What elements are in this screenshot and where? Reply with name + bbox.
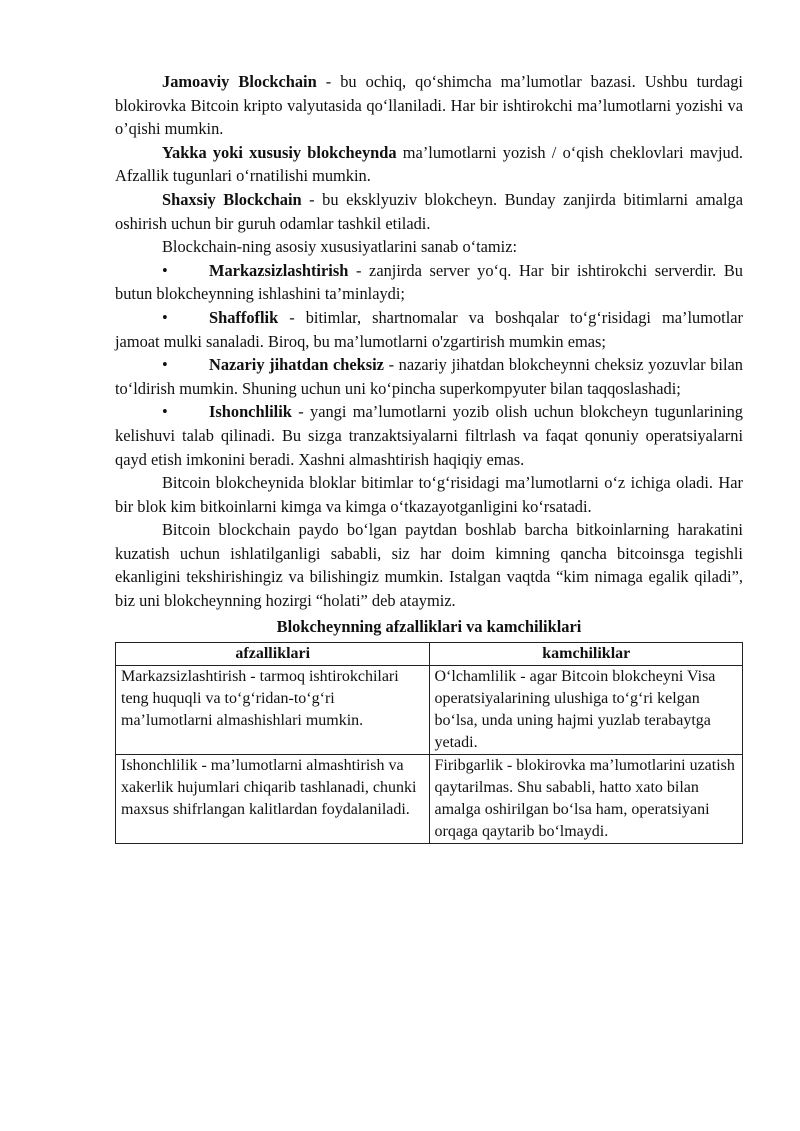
bullet-item-ishonchlilik <box>115 400 743 471</box>
paragraph-xususiy-blokcheyn <box>115 141 743 188</box>
bullet-item-markazsizlashtirish <box>115 259 743 306</box>
bullet-marker: • <box>162 307 168 327</box>
table-row <box>116 755 743 844</box>
bullet-text: - yangi ma’lumotlarni yozib olish uchun blokcheyn tugunlarining kelishuvi talab qilinadi. Bu sizga tranzaktsiyalarni filtrlash va faqat qonuniy operatsiyalarni qayd etish imkonini beradi. Xashni almashtirish haqiqiy emas. <box>115 402 743 469</box>
bullet-term: Markazsizlashtirish <box>209 260 349 280</box>
table-header-row <box>116 643 743 666</box>
bullet-text: - zanjirda server yo‘q. Har bir ishtirokchi serverdir. Bu butun blokcheynning ishlashini ta’minlaydi; <box>115 260 743 304</box>
term-shaxsiy-blockchain: Shaxsiy Blockchain <box>162 189 302 209</box>
bullet-term: Shaffoflik <box>209 307 279 327</box>
paragraph-bitcoin-state: Bitcoin blockchain paydo bo‘lgan paytdan boshlab barcha bitkoinlarning harakatini kuzatish uchun ishlatilganligi sababli, siz har doim kimning qancha bitcoinsga tegishli ekanligini tekshirishingiz va bilishingiz mumkin. Istalgan vaqtda “kim nimaga egalik qiladi”, biz uni blokcheynning hozirgi “holati” deb ataymiz. <box>115 520 743 611</box>
paragraph-text: ma’lumotlarni yozish / o‘qish cheklovlari mavjud. Afzallik tugunlari o‘rnatilishi mumkin. <box>115 142 743 186</box>
pros-cons-table <box>115 642 743 844</box>
table-row <box>116 666 743 755</box>
bullet-text: - bitimlar, shartnomalar va boshqalar to‘g‘risidagi ma’lumotlar jamoat mulki sanaladi. Biroq, bu ma’lumotlarni o'zgartirish mumkin emas; <box>115 307 743 351</box>
header-pros: afzalliklari <box>116 643 430 666</box>
paragraph-shaxsiy-blockchain <box>115 188 743 235</box>
bullet-item-nazariy-cheksiz <box>115 353 743 400</box>
table-cell-pro: Markazsizlashtirish - tarmoq ishtirokchilari teng huquqli va to‘g‘ridan-to‘g‘ri ma’lumotlarni almashishlari mumkin. <box>116 666 430 755</box>
paragraph-jamoaviy-blockchain <box>115 70 743 141</box>
bullet-marker: • <box>162 260 168 280</box>
paragraph-bitcoin-blocks: Bitcoin blokcheynida bloklar bitimlar to‘g‘risidagi ma’lumotlarni o‘z ichiga oladi. Har bir blok kim bitkoinlarni kimga va kimga o‘tkazayotganligini ko‘rsatadi. <box>115 473 743 516</box>
paragraph-text: - bu eksklyuziv blokcheyn. Bunday zanjirda bitimlarni amalga oshirish uchun bir guruh odamlar tashkil etiladi. <box>115 189 743 233</box>
bullet-term: Nazariy jihatdan cheksiz <box>209 355 384 375</box>
table-cell-con: Firibgarlik - blokirovka ma’lumotlarini uzatish qaytarilmas. Shu sababli, hatto xato bilan amalga oshirilgan bo‘lsa ham, operatsiyani orqaga qaytarib bo‘lmaydi. <box>429 755 743 844</box>
term-jamoaviy-blockchain: Jamoaviy Blockchain <box>162 72 317 91</box>
bullet-marker: • <box>162 355 168 375</box>
paragraph-text: Blockchain-ning asosiy xususiyatlarini sanab o‘tamiz: <box>162 237 518 257</box>
paragraph-text: - bu ochiq, qo‘shimcha ma’lumotlar bazasi. Ushbu turdagi blokirovka Bitcoin kripto valyutasida qo‘llaniladi. Har bir ishtirokchi ma’lumotlarni yozishi va o’qishi mumkin. <box>115 72 743 139</box>
bullet-item-shaffoflik <box>115 306 743 353</box>
table-cell-pro: Ishonchlilik - ma’lumotlarni almashtirish va xakerlik hujumlari chiqarib tashlanadi, chunki maxsus shifrlangan kalitlardan foydalaniladi. <box>116 755 430 844</box>
header-cons: kamchiliklar <box>429 643 743 666</box>
bullet-term: Ishonchlilik <box>209 402 292 422</box>
bullet-text: - nazariy jihatdan blokcheynni cheksiz yozuvlar bilan to‘ldirish mumkin. Shuning uchun uni ko‘pincha superkompyuter bilan taqqoslashadi; <box>115 355 743 398</box>
term-xususiy-blokcheyn: Yakka yoki xususiy blokcheynda <box>162 142 397 162</box>
bullet-marker: • <box>162 402 168 422</box>
table-cell-con: O‘lchamlilik - agar Bitcoin blokcheyni Visa operatsiyalarining ulushiga to‘g‘ri kelgan bo‘lsa, unda uning hajmi yuzlab terabaytga yetadi. <box>429 666 743 755</box>
paragraph-features-intro <box>115 235 743 259</box>
table-caption: Blokcheynning afzalliklari va kamchiliklari <box>276 616 582 636</box>
